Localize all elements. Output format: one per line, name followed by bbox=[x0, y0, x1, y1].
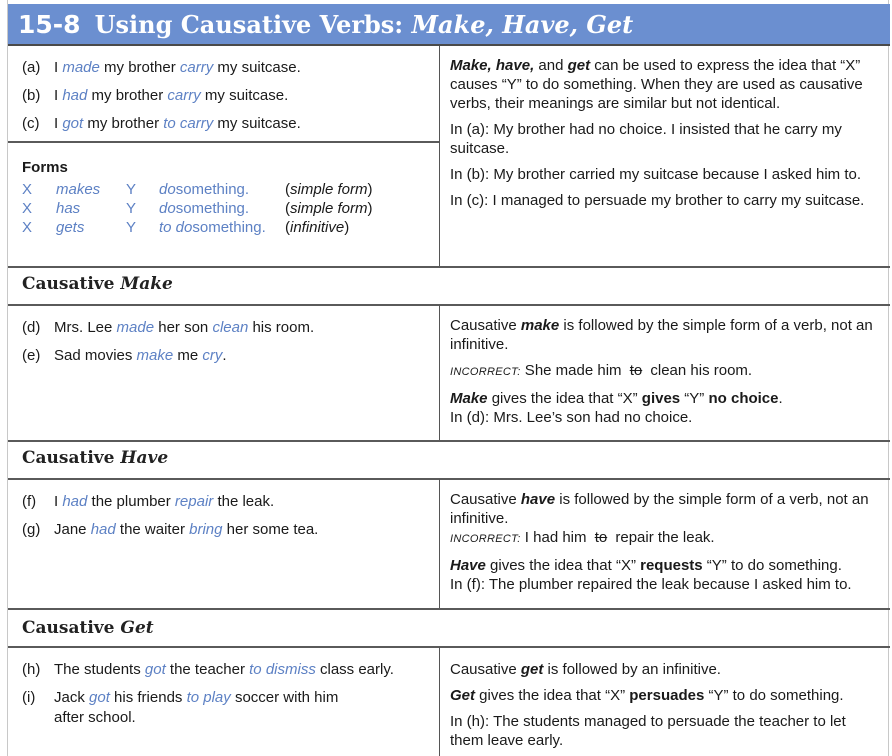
have-meaning: Have gives the idea that “X” requests “Y” to do something. bbox=[450, 557, 842, 574]
have-incorrect: INCORRECT: I had him to repair the leak. bbox=[450, 529, 715, 546]
example-text: I had my brother carry my suitcase. bbox=[54, 87, 289, 104]
example-i: (i) Jack got his friends to play soccer with him after school. bbox=[22, 689, 339, 726]
explanation-p2: In (a): My brother had no choice. I insisted that he carry my suitcase. bbox=[450, 121, 842, 157]
example-c bbox=[22, 114, 432, 134]
forms-box bbox=[22, 158, 432, 237]
example-d: (d) Mrs. Lee made her son clean his room. bbox=[22, 319, 315, 336]
column-divider bbox=[439, 305, 440, 440]
example-label: (c) bbox=[22, 115, 40, 132]
example-text: I made my brother carry my suitcase. bbox=[54, 59, 301, 76]
forms-divider bbox=[8, 141, 439, 143]
example-g: (g) Jane had the waiter bring her some tea. bbox=[22, 521, 319, 538]
chart-title bbox=[95, 10, 634, 39]
example-f: (f) I had the plumber repair the leak. bbox=[22, 493, 275, 510]
example-text: I got my brother to carry my suitcase. bbox=[54, 115, 301, 132]
example-label: (b) bbox=[22, 87, 41, 104]
explanation-p1: Make, have, and get can be used to express the idea that “X” causes “Y” to do something. When they are used as causative verbs, their meanings are similar but not identical. bbox=[450, 57, 863, 112]
get-meaning: Get gives the idea that “X” persuades “Y” to do something. bbox=[450, 687, 844, 704]
column-divider bbox=[439, 479, 440, 609]
make-rule: Causative make is followed by the simple form of a verb, not an infinitive. bbox=[450, 317, 873, 353]
section-divider bbox=[8, 440, 890, 442]
section-title-have: Causative Have bbox=[22, 448, 169, 468]
chart-header bbox=[8, 4, 890, 46]
section-divider bbox=[8, 646, 890, 648]
example-h: (h) The students got the teacher to dismiss class early. bbox=[22, 661, 394, 678]
intro-examples bbox=[22, 58, 432, 142]
explanation-p4: In (c): I managed to persuade my brother to carry my suitcase. bbox=[450, 192, 865, 209]
make-note: In (d): Mrs. Lee’s son had no choice. bbox=[450, 409, 693, 426]
get-note: In (h): The students managed to persuade the teacher to let them leave early. bbox=[450, 713, 846, 749]
make-explanation bbox=[450, 316, 886, 427]
example-a bbox=[22, 58, 432, 78]
column-divider bbox=[439, 46, 440, 266]
forms-row-get: X gets Y to dosomething. (infinitive) bbox=[22, 219, 350, 236]
section-divider bbox=[8, 478, 890, 480]
get-rule: Causative get is followed by an infinitive. bbox=[450, 661, 721, 678]
chart-number: 15-8 bbox=[18, 9, 81, 39]
get-explanation bbox=[450, 660, 890, 750]
have-explanation bbox=[450, 490, 886, 594]
section-title-get: Causative Get bbox=[22, 618, 154, 638]
make-incorrect: INCORRECT: She made him to clean his room. bbox=[450, 362, 753, 379]
have-rule: Causative have is followed by the simple form of a verb, not an infinitive. bbox=[450, 491, 869, 527]
example-b bbox=[22, 86, 432, 106]
get-examples bbox=[22, 660, 436, 736]
section-divider bbox=[8, 266, 890, 268]
intro-explanation bbox=[450, 56, 886, 217]
grammar-chart bbox=[7, 0, 889, 756]
forms-row-make: X makes Y dosomething. (simple form) bbox=[22, 181, 373, 198]
forms-title: Forms bbox=[22, 159, 68, 176]
have-examples bbox=[22, 492, 432, 548]
chart-title-plain: Using Causative Verbs: bbox=[94, 9, 412, 39]
explanation-p3: In (b): My brother carried my suitcase because I asked him to. bbox=[450, 166, 861, 183]
forms-row-have: X has Y dosomething. (simple form) bbox=[22, 200, 373, 217]
example-e: (e) Sad movies make me cry. bbox=[22, 347, 227, 364]
chart-title-italic: Make, Have, Get bbox=[411, 9, 634, 39]
example-label: (a) bbox=[22, 59, 41, 76]
column-divider bbox=[439, 647, 440, 756]
section-divider bbox=[8, 608, 890, 610]
make-examples bbox=[22, 318, 432, 374]
section-divider bbox=[8, 304, 890, 306]
section-title-make: Causative Make bbox=[22, 274, 173, 294]
make-meaning: Make gives the idea that “X” gives “Y” no choice. bbox=[450, 390, 783, 407]
have-note: In (f): The plumber repaired the leak because I asked him to. bbox=[450, 576, 852, 593]
